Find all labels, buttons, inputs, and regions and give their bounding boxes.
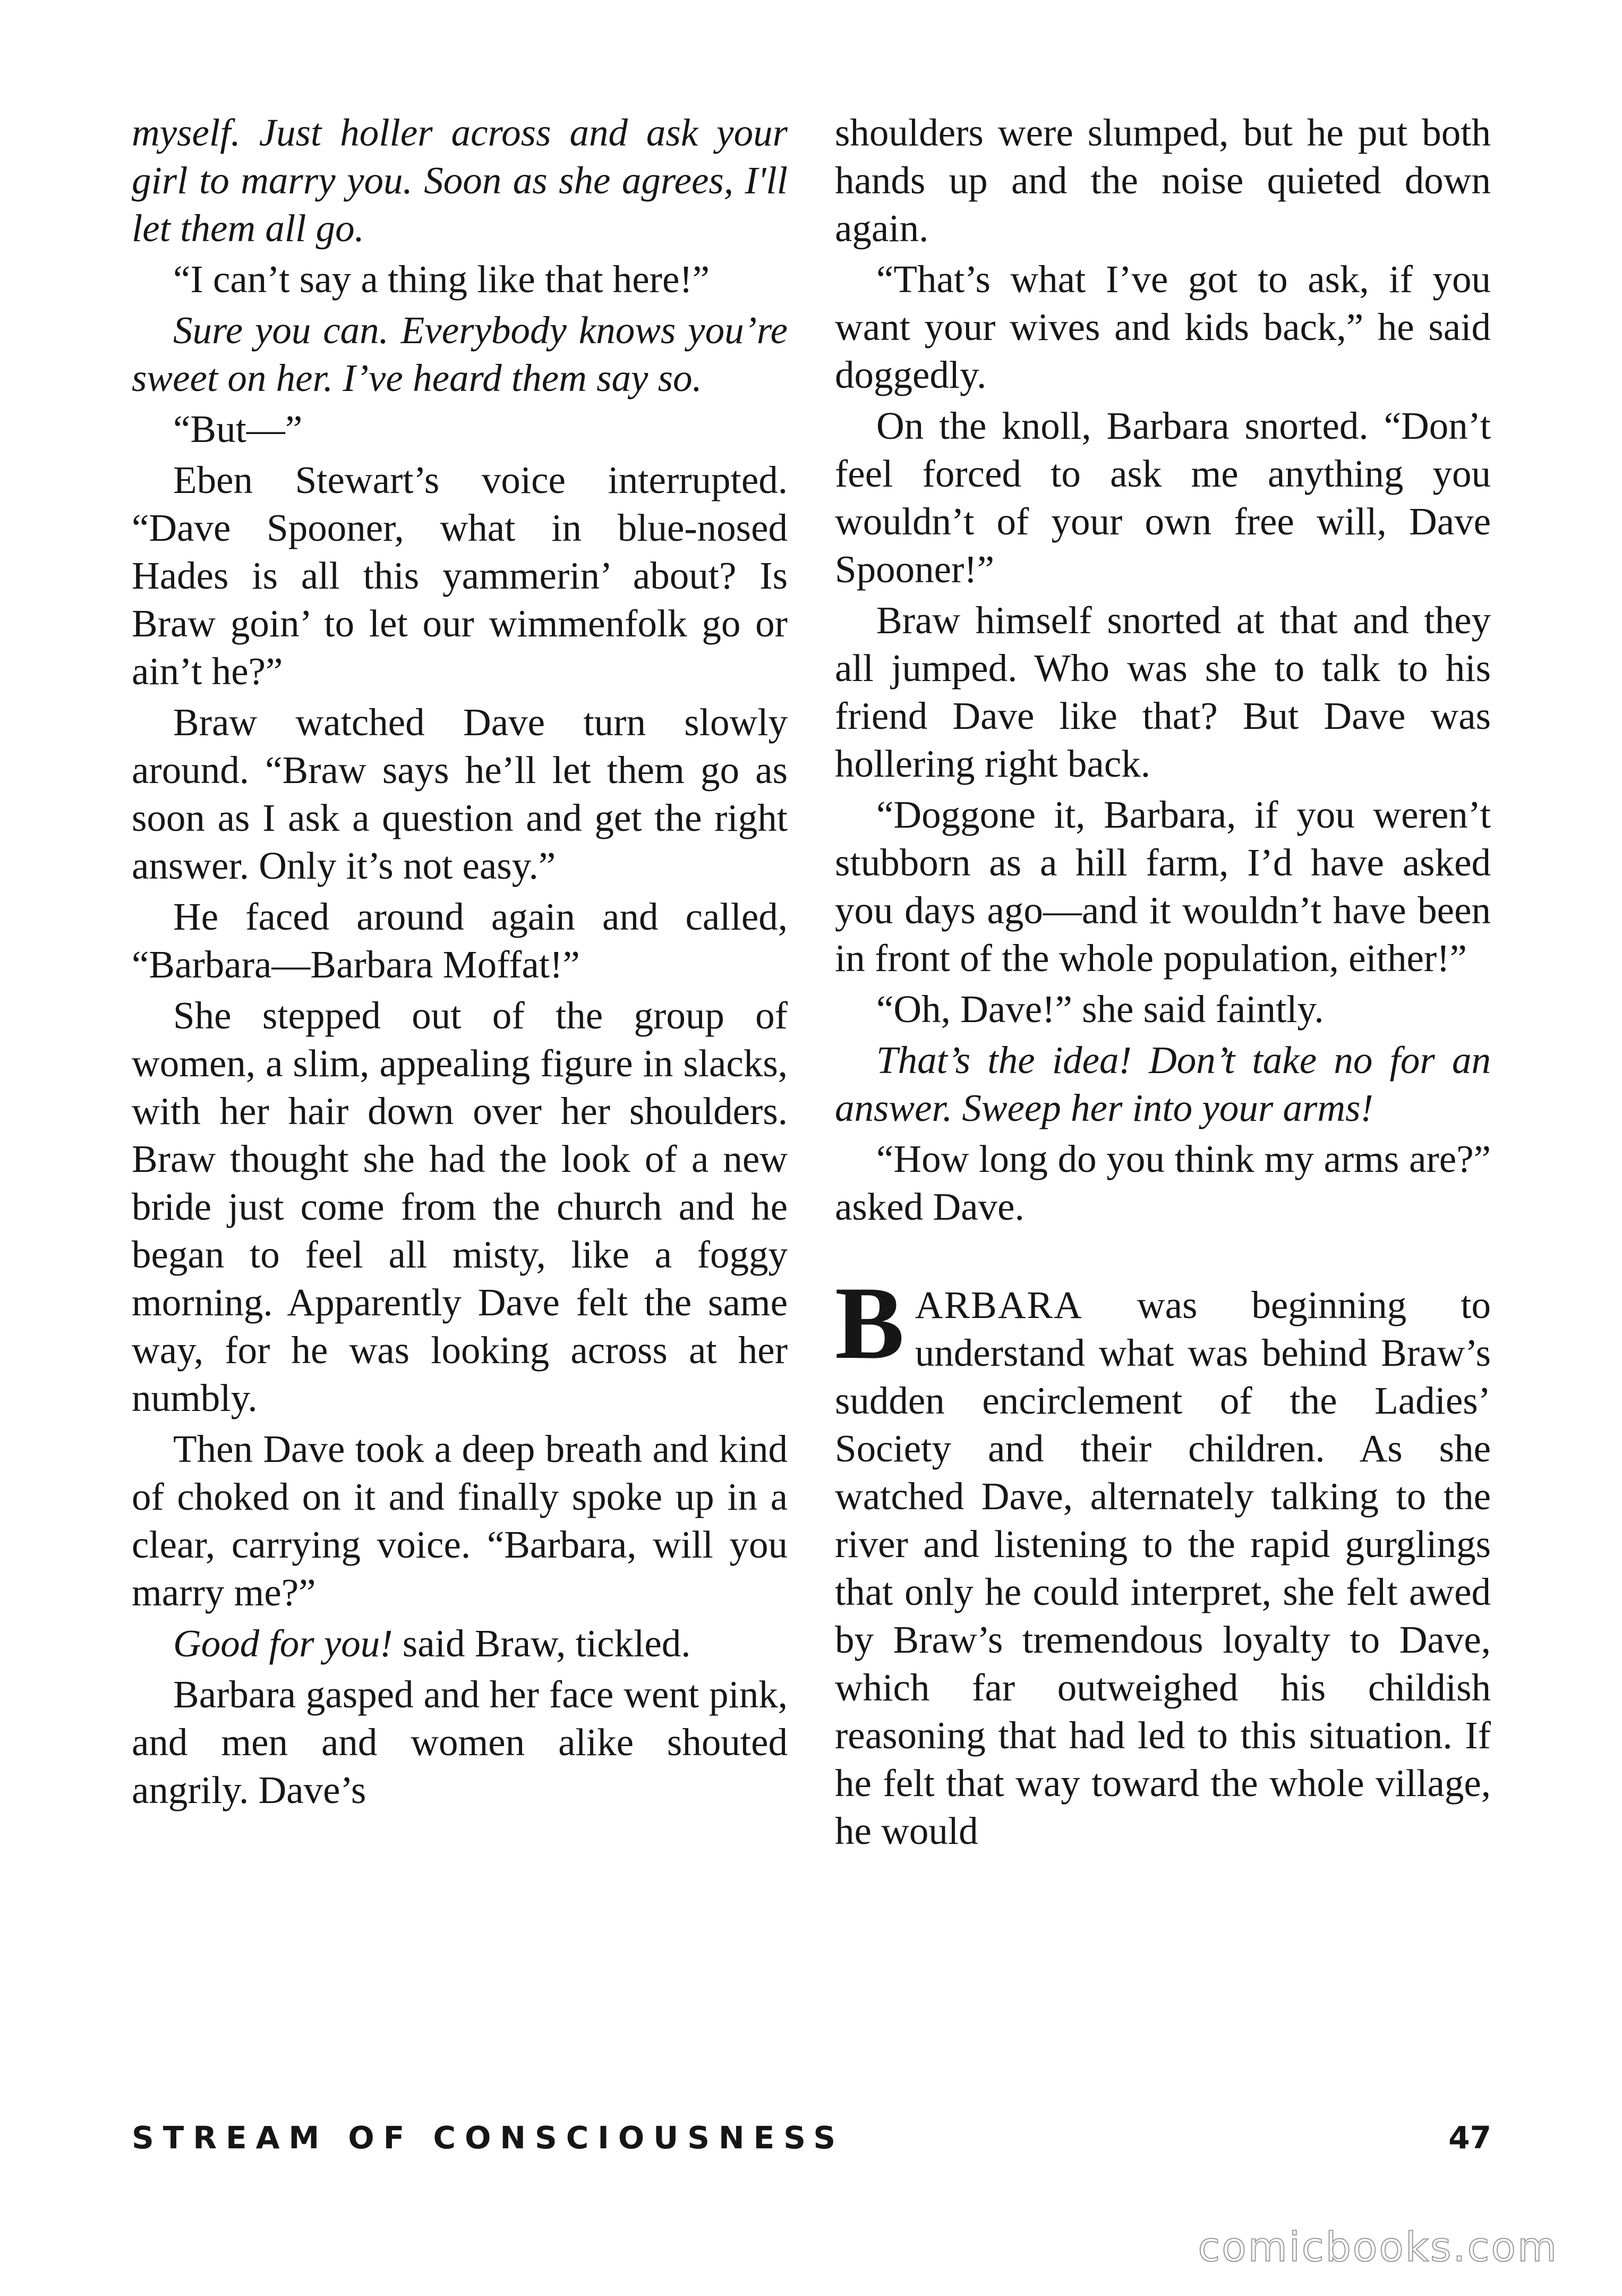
paragraph: “Doggone it, Barbara, if you weren’t stubborn as a hill farm, I’d have asked you days ago—and it wouldn’t have been in front of the whole population, either!” — [835, 793, 1491, 980]
paragraph: Sure you can. Everybody knows you’re sweet on her. I’ve heard them say so. — [132, 309, 788, 399]
page-number: 47 — [1448, 2120, 1491, 2156]
paragraph: On the knoll, Barbara snorted. “Don’t feel forced to ask me anything you wouldn’t of your own free will, Dave Spooner!” — [835, 404, 1491, 591]
paragraph: myself. Just holler across and ask your girl to marry you. Soon as she agrees, I'll let them all go. — [132, 111, 788, 250]
page-footer — [132, 2120, 1491, 2162]
drop-cap: B — [835, 1265, 904, 1381]
section-text: was beginning to understand what was behind Braw’s sudden encirclement of the Ladies’ Society and their children. As she watched Dave, alternately talking to the river and listening to the rapid gurglings that only he could interpret, she felt awed by Braw’s tremendous loyalty to Dave, which far outweighed his childish reasoning that had led to this situation. If he felt that way toward the whole village, he would — [835, 1283, 1491, 1852]
paragraph: Braw watched Dave turn slowly around. “Braw says he’ll let them go as soon as I ask a question and get the right answer. Only it’s not easy.” — [132, 701, 788, 887]
paragraph: He faced around again and called, “Barbara—Barbara Moffat!” — [132, 895, 788, 986]
italic-phrase: Good for you! — [173, 1622, 393, 1665]
section-opening-paragraph — [835, 1265, 1491, 1855]
paragraph: “Oh, Dave!” she said faintly. — [876, 988, 1324, 1031]
running-title: STREAM OF CONSCIOUSNESS — [132, 2120, 845, 2156]
paragraph: Eben Stewart’s voice interrupted. “Dave Spooner, what in blue-nosed Hades is all this yammerin’ about? Is Braw goin’ to let our wimmenfolk go or ain’t he?” — [132, 458, 788, 693]
paragraph: “How long do you think my arms are?” asked Dave. — [835, 1137, 1491, 1228]
paragraph: Then Dave took a deep breath and kind of choked on it and finally spoke up in a clear, carrying voice. “Barbara, will you marry me?” — [132, 1427, 788, 1614]
paragraph-mixed — [132, 1620, 788, 1668]
watermark: comicbooks.com — [1198, 2223, 1558, 2271]
paragraph: “That’s what I’ve got to ask, if you want your wives and kids back,” he said doggedly. — [835, 258, 1491, 396]
paragraph: That’s the idea! Don’t take no for an answer. Sweep her into your arms! — [835, 1039, 1491, 1129]
paragraph: She stepped out of the group of women, a slim, appealing figure in slacks, with her hair down over her shoulders. Braw thought she had the look of a new bride just come from the church and he began to feel all misty, like a foggy morning. Apparently Dave felt the same way, for he was looking across at her numbly. — [132, 994, 788, 1419]
right-column — [835, 109, 1491, 1855]
lead-word: ARBARA — [915, 1283, 1083, 1326]
paragraph: “But—” — [173, 407, 303, 450]
paragraph: shoulders were slumped, but he put both hands up and the noise quieted down again. — [835, 111, 1491, 250]
paragraph-rest: said Braw, tickled. — [392, 1622, 691, 1665]
paragraph: “I can’t say a thing like that here!” — [173, 258, 710, 301]
paragraph: Braw himself snorted at that and they all jumped. Who was she to talk to his friend Dave like that? But Dave was hollering right back. — [835, 599, 1491, 785]
paragraph-last: Barbara gasped and her face went pink, and men and women alike shouted angrily. Dave’s — [132, 1673, 788, 1812]
left-column — [132, 109, 788, 1814]
